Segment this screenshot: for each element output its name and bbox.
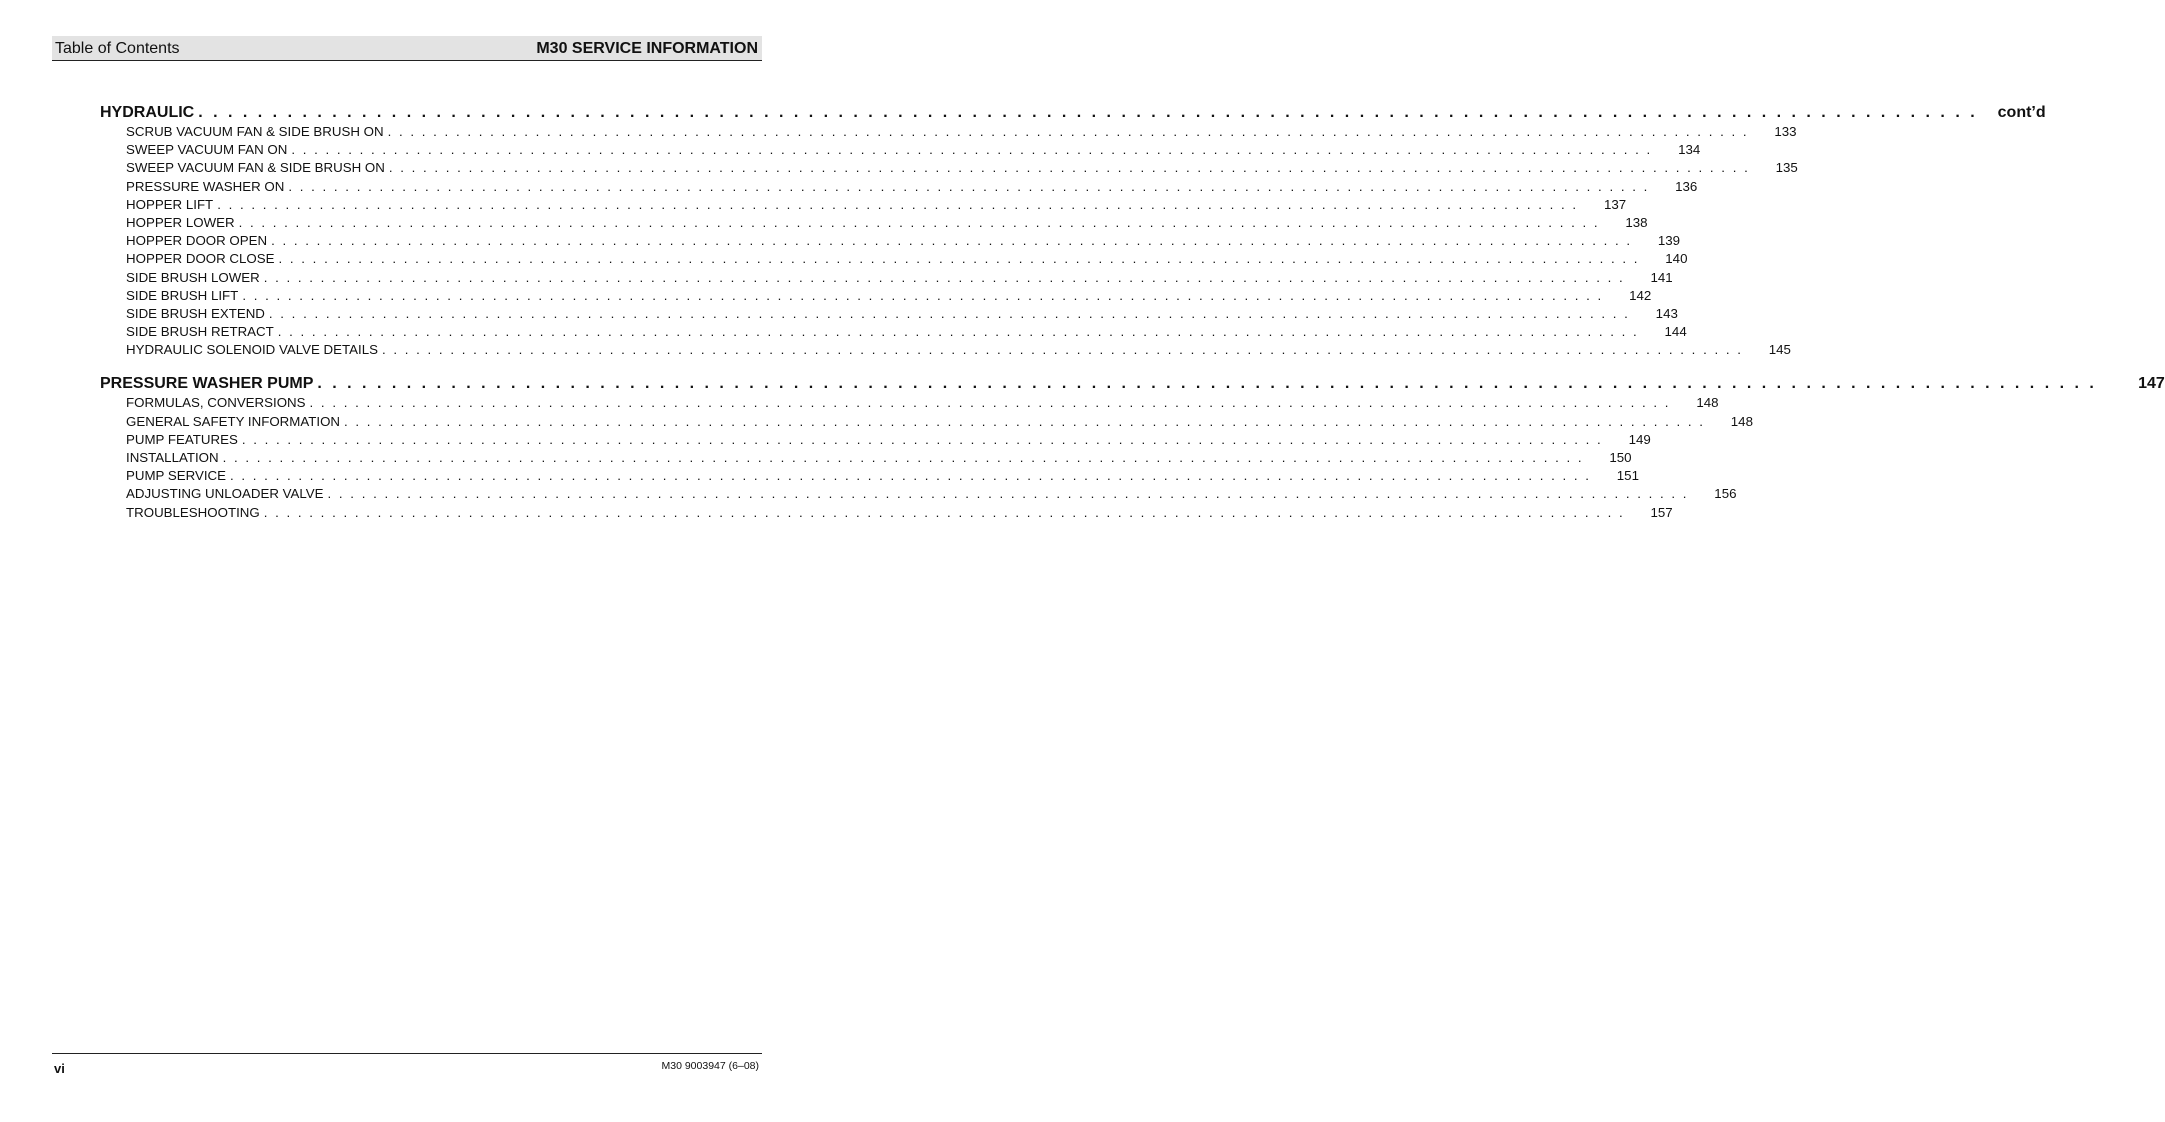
toc-entry-title: INSTALLATION	[126, 450, 219, 465]
toc-entry-title: GENERAL SAFETY INFORMATION	[126, 413, 341, 429]
toc-entry-page: 148	[1730, 413, 1753, 429]
toc-entry-title: SCRUB VACUUM FAN & SIDE BRUSH ON	[126, 124, 384, 139]
toc-section-page: cont’d	[1997, 104, 2046, 121]
toc-entry-title: HOPPER LIFT	[126, 196, 214, 212]
toc-entry-page: 139	[1657, 233, 1681, 249]
toc-dot-leader: . . . . . . . . . . . . . . . . . . . . . . . . . . . . . . . . . . . . . . . . . . . . . . . . . . . . . . . . . . . . . . . . . . . . . . . . . . . . . . . . . . . . . . . . . . . . . . . . . . . . . . . . . . . . . . . . . . . . . . . .	[344, 413, 1705, 429]
toc-dot-leader: . . . . . . . . . . . . . . . . . . . . . . . . . . . . . . . . . . . . . . . . . . . . . . . . . . . . . . . . . . . . . . . . . . . . . . . . . . . . . . . . . . . . . . . . . . . . . . . . . . . . . . . . . . . . . . . . . . . . . . . .	[238, 214, 1600, 230]
toc-entry[interactable]	[100, 324, 1687, 342]
toc-entry-title: PRESSURE WASHER ON	[126, 178, 285, 194]
toc-entry[interactable]	[100, 178, 1698, 197]
table-of-contents	[100, 104, 2165, 523]
toc-entry[interactable]	[100, 431, 1651, 450]
toc-entry[interactable]	[100, 269, 1673, 288]
toc-entry-title: HYDRAULIC SOLENOID VALVE DETAILS	[126, 342, 378, 358]
toc-entry-page: 142	[1629, 287, 1652, 303]
toc-dot-leader: . . . . . . . . . . . . . . . . . . . . . . . . . . . . . . . . . . . . . . . . . . . . . . . . . . . . . . . . . . . . . . . . . . . . . . . . . . . . . . . . . . . . . . . . . . . . . . . . . . . . . . . . . . . . . . . . . . . . . . . .	[278, 251, 1640, 267]
toc-dot-leader: . . . . . . . . . . . . . . . . . . . . . . . . . . . . . . . . . . . . . . . . . . . . . . . . . . . . . . . . . . . . . . . . . . . . . . . . . . . . . . . . . . . . . . . . . . . . . . . . . . . . . . . . . . . . . . . . . . . . . . . .	[222, 450, 1584, 465]
toc-entry[interactable]	[100, 504, 1673, 523]
toc-dot-leader: . . . . . . . . . . . . . . . . . . . . . . . . . . . . . . . . . . . . . . . . . . . . . . . . . . . . . . . . . . . . . . . . . . . . . . . . . . . . . . . . . . . . . . . . . . . . . . . . . . . . . . . . . . . . . . . . . . . . . . . .	[277, 324, 1639, 340]
toc-entry[interactable]	[100, 468, 1639, 486]
toc-entry-title: HOPPER DOOR CLOSE	[126, 251, 275, 267]
toc-section-title: HYDRAULIC	[100, 104, 195, 121]
toc-dot-leader: . . . . . . . . . . . . . . . . . . . . . . . . . . . . . . . . . . . . . . . . . . . . . . . . . . . . . . . . . . . . . . . . . . . . . . . . . . . . . . . . . . . . . . . . . . . . . . . . . . . . . . . . . . . . . . . . . . . . . . . .	[387, 124, 1749, 139]
toc-entry-title: SIDE BRUSH LOWER	[126, 269, 260, 285]
toc-entry-title: FORMULAS, CONVERSIONS	[126, 395, 306, 411]
footer-document-code: M30 9003947 (6–08)	[661, 1060, 759, 1072]
toc-dot-leader: . . . . . . . . . . . . . . . . . . . . . . . . . . . . . . . . . . . . . . . . . . . . . . . . . . . . . . . . . . . . . . . . . . . . . . . . . . . . . . . . . . . . . . . . . . . . . . . . . . . . . . . . . . . . . . . . . . . . . . . .	[268, 305, 1630, 321]
toc-entry-page: 145	[1768, 342, 1791, 358]
toc-entry-page: 156	[1714, 486, 1737, 502]
toc-section	[100, 375, 2165, 522]
toc-entry[interactable]	[100, 160, 1798, 178]
toc-dot-leader: . . . . . . . . . . . . . . . . . . . . . . . . . . . . . . . . . . . . . . . . . . . . . . . . . . . . . . . . . . . . . . . . . . . . . . . . . . . . . . . . . . . . . . . . . . . . . . . . . . . . . . . . . . . . . . . . . . . . . . . .	[263, 269, 1625, 285]
toc-entry[interactable]	[100, 287, 1652, 306]
toc-dot-leader: . . . . . . . . . . . . . . . . . . . . . . . . . . . . . . . . . . . . . . . . . . . . . . . . . . . . . . . . . . . . . . . . . . . . . . . . . . . . . . . . . . . . . . . . . . . . . . . . . . . . . . . . . . . . . . . . . . . . . . . .	[271, 233, 1633, 249]
toc-entry[interactable]	[100, 413, 1753, 432]
toc-entry[interactable]	[100, 342, 1791, 360]
toc-entry-title: PUMP SERVICE	[126, 468, 227, 484]
toc-entry-title: SIDE BRUSH RETRACT	[126, 324, 274, 340]
toc-entry-page: 133	[1774, 124, 1797, 139]
toc-entry-page: 141	[1650, 269, 1673, 285]
toc-entry-page: 136	[1675, 178, 1698, 194]
toc-section-page: 147	[2138, 375, 2165, 393]
toc-dot-leader: . . . . . . . . . . . . . . . . . . . . . . . . . . . . . . . . . . . . . . . . . . . . . . . . . . . . . . . . . . . . . . . . . . . . . . . . . . . . . . . . . . . . . . . . . . . . . . . . . . . . . . . . . . . . . . . . . . . . . . . .	[263, 504, 1625, 520]
toc-dot-leader: . . . . . . . . . . . . . . . . . . . . . . . . . . . . . . . . . . . . . . . . . . . . . . . . . . . . . . . . . . . . . . . . . . . . . . . . . . . . . . . . . . . . . . . . . . . . . . . . . . . . . . . . . . . . . . . . . . . . . . . .	[317, 375, 2097, 393]
toc-entry-title: SWEEP VACUUM FAN ON	[126, 142, 288, 158]
toc-entry[interactable]	[100, 486, 1737, 504]
toc-dot-leader: . . . . . . . . . . . . . . . . . . . . . . . . . . . . . . . . . . . . . . . . . . . . . . . . . . . . . . . . . . . . . . . . . . . . . . . . . . . . . . . . . . . . . . . . . . . . . . . . . . . . . . . . . . . . . . . . . . . . . . . .	[327, 486, 1689, 502]
toc-entry-page: 149	[1628, 431, 1651, 447]
toc-entry-page: 151	[1616, 468, 1639, 484]
toc-dot-leader: . . . . . . . . . . . . . . . . . . . . . . . . . . . . . . . . . . . . . . . . . . . . . . . . . . . . . . . . . . . . . . . . . . . . . . . . . . . . . . . . . . . . . . . . . . . . . . . . . . . . . . . . . . . . . . . . . . . . . . . .	[388, 160, 1750, 176]
toc-entry-page: 148	[1696, 395, 1719, 411]
toc-dot-leader: . . . . . . . . . . . . . . . . . . . . . . . . . . . . . . . . . . . . . . . . . . . . . . . . . . . . . . . . . . . . . . . . . . . . . . . . . . . . . . . . . . . . . . . . . . . . . . . . . . . . . . . . . . . . . . . . . . . . . . . .	[241, 431, 1603, 447]
toc-entry-title: SIDE BRUSH LIFT	[126, 287, 239, 303]
toc-dot-leader: . . . . . . . . . . . . . . . . . . . . . . . . . . . . . . . . . . . . . . . . . . . . . . . . . . . . . . . . . . . . . . . . . . . . . . . . . . . . . . . . . . . . . . . . . . . . . . . . . . . . . . . . . . . . . . . . . . . . . . . .	[242, 287, 1604, 303]
toc-section-heading[interactable]	[100, 104, 2046, 124]
header-section-title: Table of Contents	[55, 40, 180, 57]
toc-dot-leader: . . . . . . . . . . . . . . . . . . . . . . . . . . . . . . . . . . . . . . . . . . . . . . . . . . . . . . . . . . . . . . . . . . . . . . . . . . . . . . . . . . . . . . . . . . . . . . . . . . . . . . . . . . . . . . . . . . . . . . . .	[309, 395, 1671, 411]
toc-entry-page: 143	[1655, 305, 1678, 321]
header-manual-title: M30 SERVICE INFORMATION	[536, 40, 758, 57]
toc-entry[interactable]	[100, 251, 1688, 269]
toc-entry-title: SIDE BRUSH EXTEND	[126, 305, 265, 321]
toc-dot-leader: . . . . . . . . . . . . . . . . . . . . . . . . . . . . . . . . . . . . . . . . . . . . . . . . . . . . . . . . . . . . . . . . . . . . . . . . . . . . . . . . . . . . . . . . . . . . . . . . . . . . . . . . . . . . . . . . . . . . . . . .	[288, 178, 1650, 194]
toc-dot-leader: . . . . . . . . . . . . . . . . . . . . . . . . . . . . . . . . . . . . . . . . . . . . . . . . . . . . . . . . . . . . . . . . . . . . . . . . . . . . . . . . . . . . . . . . . . . . . . . . . . . . . . . . . . . . . . . . . . . . . . . .	[381, 342, 1743, 358]
toc-entry-title: ADJUSTING UNLOADER VALVE	[126, 486, 324, 502]
toc-entry[interactable]	[100, 305, 1678, 324]
toc-entry[interactable]	[100, 214, 1648, 233]
toc-dot-leader: . . . . . . . . . . . . . . . . . . . . . . . . . . . . . . . . . . . . . . . . . . . . . . . . . . . . . . . . . . . . . . . . . . . . . . . . . . . . . . . . . . . . . . . . . . . . . . . . . . . . . . . . . . . . . . . . . . . . . . . .	[217, 196, 1579, 212]
footer-page-number: vi	[54, 1061, 65, 1076]
toc-entry[interactable]	[100, 395, 1719, 413]
toc-entry-page: 150	[1609, 450, 1632, 465]
toc-entry-page: 138	[1625, 214, 1648, 230]
toc-section	[100, 104, 2046, 360]
toc-entry[interactable]	[100, 196, 1627, 215]
toc-entry-page: 140	[1665, 251, 1688, 267]
toc-entry[interactable]	[100, 233, 1681, 251]
toc-dot-leader: . . . . . . . . . . . . . . . . . . . . . . . . . . . . . . . . . . . . . . . . . . . . . . . . . . . . . . . . . . . . . . . . . . . . . . . . . . . . . . . . . . . . . . . . . . . . . . . . . . . . . . . . . . . . . . . . . . . . . . . .	[230, 468, 1591, 484]
toc-section-title: PRESSURE WASHER PUMP	[100, 375, 314, 393]
toc-entry-page: 137	[1603, 196, 1627, 212]
toc-entry-title: SWEEP VACUUM FAN & SIDE BRUSH ON	[126, 160, 385, 176]
toc-entry-title: HOPPER LOWER	[126, 214, 235, 230]
toc-entry-page: 134	[1678, 142, 1701, 158]
footer-rule	[52, 1053, 762, 1054]
toc-entry-page: 157	[1650, 504, 1673, 520]
toc-dot-leader: . . . . . . . . . . . . . . . . . . . . . . . . . . . . . . . . . . . . . . . . . . . . . . . . . . . . . . . . . . . . . . . . . . . . . . . . . . . . . . . . . . . . . . . . . . . . . . . . . . . . . . . . . . . . . . . . . . . . . . . .	[291, 142, 1653, 158]
toc-section-heading[interactable]	[100, 375, 2165, 395]
page-header	[52, 36, 762, 61]
toc-entry[interactable]	[100, 450, 1632, 468]
toc-entry-title: PUMP FEATURES	[126, 431, 238, 447]
toc-entry-page: 144	[1664, 324, 1687, 340]
toc-entry-title: HOPPER DOOR OPEN	[126, 233, 268, 249]
toc-entry[interactable]	[100, 124, 1797, 142]
toc-entry-title: TROUBLESHOOTING	[126, 504, 260, 520]
toc-entry-page: 135	[1775, 160, 1798, 176]
toc-entry[interactable]	[100, 142, 1701, 160]
toc-dot-leader: . . . . . . . . . . . . . . . . . . . . . . . . . . . . . . . . . . . . . . . . . . . . . . . . . . . . . . . . . . . . . . . . . . . . . . . . . . . . . . . . . . . . . . . . . . . . . . . . . . . . . . . . . . . . . . . . . . . . . . . .	[198, 104, 1978, 121]
